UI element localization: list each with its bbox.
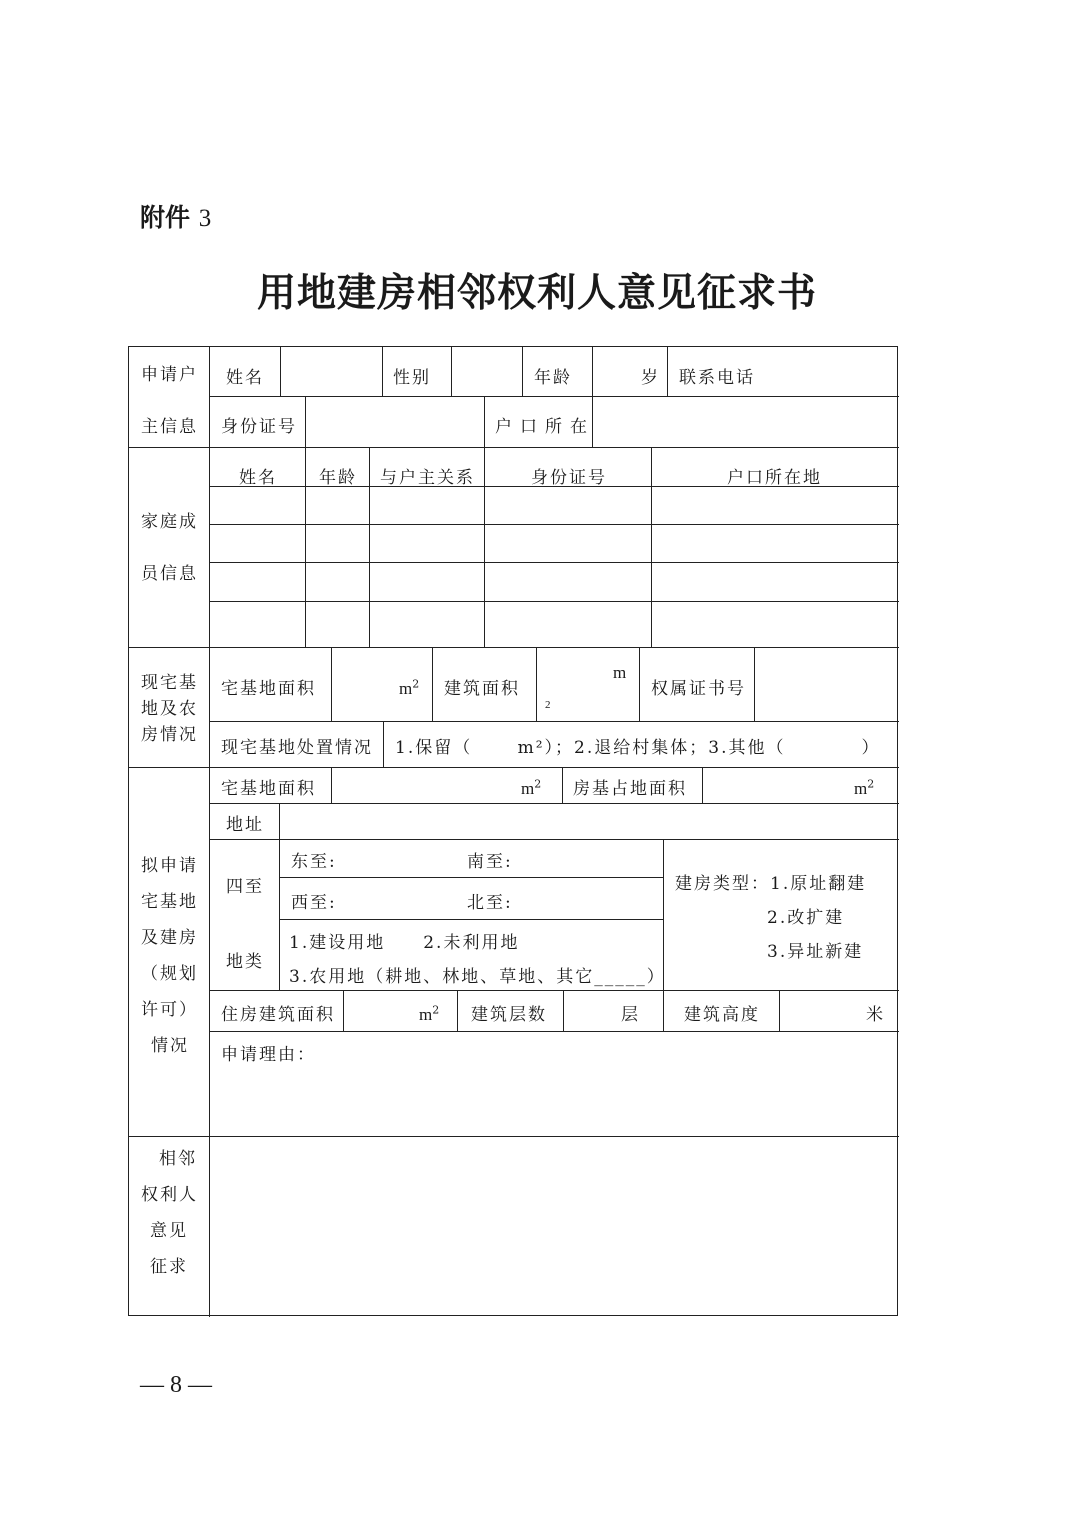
name-label: 姓名: [226, 368, 264, 388]
family-col-name: 姓名: [239, 468, 277, 488]
family-section-label-1: 家庭成: [141, 512, 198, 532]
col-divider: [702, 767, 703, 803]
col-divider: [457, 990, 458, 1031]
family-col-hukou: 户口所在地: [727, 468, 822, 488]
current-house-label-3: 房情况: [141, 725, 198, 745]
col-divider: [343, 990, 344, 1031]
build-type-title: 建房类型：1.原址翻建: [675, 874, 867, 894]
proposed-label-6: 情况: [151, 1036, 189, 1056]
col-divider: [522, 347, 523, 396]
build-type-option-2: 2.改扩建: [767, 908, 845, 928]
current-building-area-unit-sup: 2: [545, 699, 551, 711]
hukou-label: 户口所在: [495, 417, 595, 437]
row-divider: [209, 601, 899, 602]
row-divider: [279, 877, 663, 878]
col-divider: [639, 647, 640, 721]
col-divider: [382, 347, 383, 396]
proposed-label-3: 及建房: [141, 928, 198, 948]
current-house-label-1: 现宅基: [141, 673, 198, 693]
phone-field[interactable]: [768, 348, 897, 395]
row-divider: [209, 524, 899, 525]
proposed-label-2: 宅基地: [141, 892, 198, 912]
row-divider: [209, 562, 899, 563]
row-divider: [209, 839, 899, 840]
col-divider: [432, 647, 433, 721]
housing-area-unit: $m^2$: [419, 1003, 440, 1024]
floors-label: 建筑层数: [471, 1005, 547, 1025]
housing-area-label: 住房建筑面积: [221, 1005, 335, 1025]
id-label: 身份证号: [221, 417, 297, 437]
east-boundary: 东至:: [291, 852, 337, 872]
reason-field[interactable]: [210, 1032, 897, 1135]
reason-label: 申请理由：: [221, 1045, 316, 1065]
family-col-id: 身份证号: [531, 468, 607, 488]
gender-field[interactable]: [452, 348, 521, 395]
neighbors-opinion-field[interactable]: [210, 1137, 897, 1315]
cert-label: 权属证书号: [651, 679, 746, 699]
col-divider: [536, 647, 537, 721]
col-divider: [383, 721, 384, 767]
col-divider: [484, 447, 485, 647]
build-type-option-3: 3.异址新建: [767, 942, 864, 962]
disposal-options: 1.保留（ m²）；2.退给村集体；3.其他（ ）: [395, 738, 881, 758]
height-label: 建筑高度: [684, 1005, 760, 1025]
col-divider: [563, 990, 564, 1031]
gender-label: 性别: [393, 368, 431, 388]
boundaries-label: 四至: [226, 877, 264, 897]
name-field[interactable]: [281, 348, 381, 395]
cert-field[interactable]: [755, 648, 897, 720]
col-divider: [369, 447, 370, 647]
col-divider: [562, 767, 563, 803]
col-divider: [663, 990, 664, 1031]
col-divider: [331, 647, 332, 721]
west-boundary: 西至:: [291, 893, 337, 913]
col-divider: [779, 990, 780, 1031]
north-boundary: 北至:: [467, 893, 513, 913]
col-divider: [331, 767, 332, 803]
hukou-field[interactable]: [593, 397, 897, 446]
height-unit: 米: [866, 1005, 885, 1025]
row-divider: [209, 721, 899, 722]
current-house-label-2: 地及农: [141, 699, 198, 719]
neighbors-label-3: 意见: [150, 1221, 188, 1241]
neighbors-label-1: 相邻: [159, 1149, 197, 1169]
floors-unit: 层: [621, 1005, 640, 1025]
applicant-section-label-2: 主信息: [141, 417, 198, 437]
attachment-number: 3: [198, 205, 212, 232]
land-type-line2: 3.农用地（耕地、林地、草地、其它_____）: [289, 967, 666, 987]
proposed-label-5: 许可）: [141, 1000, 198, 1020]
col-divider: [667, 347, 668, 396]
attachment-label: 附件 3: [140, 203, 212, 232]
id-field[interactable]: [306, 397, 483, 446]
proposed-label-1: 拟申请: [141, 856, 198, 876]
land-type-label: 地类: [226, 952, 264, 972]
family-col-age: 年龄: [319, 468, 357, 488]
age-label: 年龄: [534, 368, 572, 388]
col-divider: [484, 396, 485, 447]
row-divider: [279, 919, 663, 920]
col-divider: [279, 839, 280, 990]
col-divider: [305, 447, 306, 647]
phone-label: 联系电话: [679, 368, 755, 388]
row-divider: [129, 767, 899, 768]
row-divider: [209, 990, 899, 991]
current-homestead-area-unit: $m^2$: [399, 677, 420, 698]
current-building-area-label: 建筑面积: [444, 679, 520, 699]
footprint-unit: $m^2$: [854, 777, 875, 798]
disposal-label: 现宅基地处置情况: [221, 738, 373, 758]
age-unit: 岁: [641, 368, 660, 388]
proposed-homestead-area-label: 宅基地面积: [221, 779, 316, 799]
south-boundary: 南至:: [467, 852, 513, 872]
address-field[interactable]: [280, 804, 897, 838]
document-title: 用地建房相邻权利人意见征求书: [256, 270, 817, 316]
row-divider: [129, 447, 899, 448]
neighbors-label-2: 权利人: [141, 1185, 198, 1205]
family-col-relation: 与户主关系: [380, 468, 475, 488]
address-label: 地址: [226, 815, 264, 835]
land-type-line1: 1.建设用地 2.未利用地: [289, 933, 520, 953]
page-number: — 8 —: [140, 1372, 212, 1398]
footprint-label: 房基占地面积: [573, 779, 687, 799]
applicant-section-label-1: 申请户: [141, 365, 198, 385]
family-section-label-2: 员信息: [141, 564, 198, 584]
proposed-homestead-area-unit: $m^2$: [521, 777, 542, 798]
current-building-area-unit: m: [613, 663, 627, 682]
current-homestead-area-label: 宅基地面积: [221, 679, 316, 699]
form-table: [128, 346, 898, 1316]
neighbors-label-4: 征求: [150, 1257, 188, 1277]
col-divider: [651, 447, 652, 647]
proposed-label-4: （规划: [141, 964, 198, 984]
